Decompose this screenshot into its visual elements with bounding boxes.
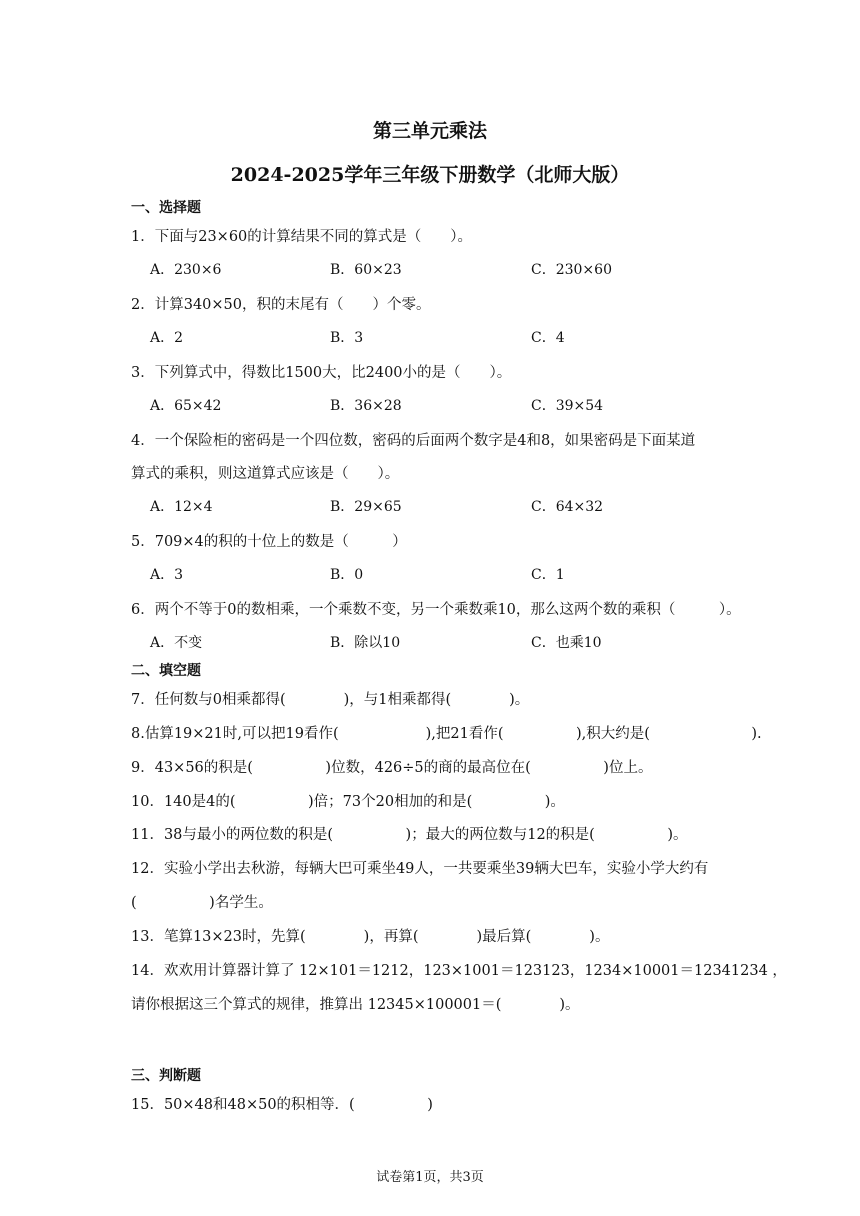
q2-option-b: B．3: [330, 330, 364, 346]
question-10: 10．140是4的( )倍；73个20相加的和是( )。: [131, 794, 565, 810]
question-3: 3．下列算式中，得数比1500大，比2400小的是（ ）。: [131, 365, 512, 381]
question-7: 7．任何数与0相乘都得( )，与1相乘都得( )。: [131, 692, 530, 708]
section-heading-fill: 二、填空题: [131, 663, 201, 679]
q4-option-c: C．64×32: [531, 499, 604, 515]
question-9: 9．43×56的积是( )位数，426÷5的商的最高位在( )位上。: [131, 760, 653, 776]
page-title: 第三单元乘法: [372, 120, 487, 142]
q1-option-c: C．230×60: [531, 262, 612, 278]
q3-option-a: A．65×42: [150, 398, 222, 414]
page-footer: 试卷第1页，共3页: [376, 1170, 484, 1185]
question-15: 15．50×48和48×50的积相等．( ): [131, 1097, 433, 1113]
q4-option-a: A．12×4: [150, 499, 213, 515]
q5-option-b: B．0: [330, 567, 364, 583]
question-4-line-2: 算式的乘积，则这道算式应该是（ ）。: [131, 466, 400, 482]
q1-option-b: B．60×23: [330, 262, 402, 278]
q5-option-a: A．3: [150, 567, 184, 583]
section-heading-choice: 一、选择题: [131, 200, 201, 216]
page-subtitle: 2024-2025学年三年级下册数学（北师大版）: [230, 164, 630, 186]
question-14-line-1: 14．欢欢用计算器计算了 12×101＝1212，123×1001＝123123，1234×10001＝12341234 ，: [131, 963, 787, 979]
q3-option-c: C．39×54: [531, 398, 604, 414]
question-4-line-1: 4．一个保险柜的密码是一个四位数，密码的后面两个数字是4和8，如果密码是下面某道: [131, 433, 696, 449]
q4-option-b: B．29×65: [330, 499, 402, 515]
question-2: 2．计算340×50，积的末尾有（ ）个零。: [131, 297, 431, 313]
q6-option-c: C．也乘10: [531, 635, 602, 651]
question-6: 6．两个不等于0的数相乘，一个乘数不变，另一个乘数乘10，那么这两个数的乘积（ ）。: [131, 602, 741, 618]
question-13: 13．笔算13×23时，先算( )，再算( )最后算( )。: [131, 929, 610, 945]
question-12-line-2: ( )名学生。: [131, 895, 273, 911]
q6-option-a: A．不变: [150, 635, 203, 651]
question-11: 11．38与最小的两位数的积是( )；最大的两位数与12的积是( )。: [131, 827, 688, 843]
question-1: 1．下面与23×60的计算结果不同的算式是（ ）。: [131, 229, 473, 245]
q1-option-a: A．230×6: [150, 262, 222, 278]
question-5: 5．709×4的积的十位上的数是（ ）: [131, 534, 407, 550]
section-heading-judge: 三、判断题: [131, 1068, 201, 1084]
question-12-line-1: 12．实验小学出去秋游，每辆大巴可乘坐49人，一共要乘坐39辆大巴车，实验小学大约有: [131, 861, 709, 877]
q3-option-b: B．36×28: [330, 398, 402, 414]
q5-option-c: C．1: [531, 567, 565, 583]
question-14-line-2: 请你根据这三个算式的规律，推算出 12345×100001＝( )。: [131, 997, 580, 1013]
q6-option-b: B．除以10: [330, 635, 401, 651]
q2-option-c: C．4: [531, 330, 565, 346]
question-8: 8.估算19×21时,可以把19看作( ),把21看作( ),积大约是( ).: [131, 726, 762, 742]
q2-option-a: A．2: [150, 330, 184, 346]
